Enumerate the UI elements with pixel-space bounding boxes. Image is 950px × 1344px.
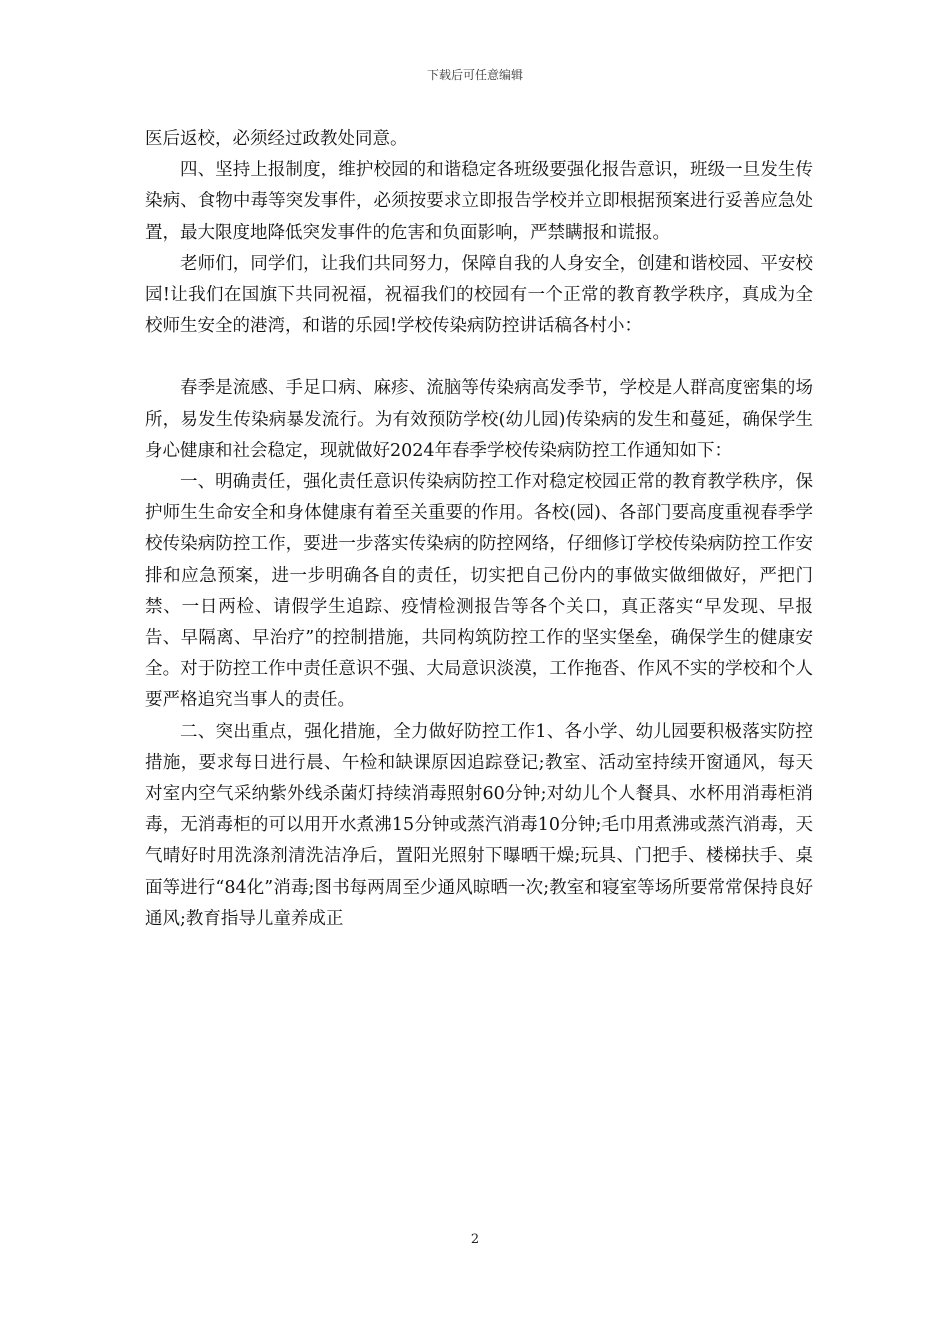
paragraph-closing-remarks: 老师们，同学们，让我们共同努力，保障自我的人身安全，创建和谐校园、平安校园!让我们在国旗下共同祝福，祝福我们的校园有一个正常的教育教学秩序，真成为全校师生安全的港湾，和谐的乐园!学校传染病防控讲话稿各村小： bbox=[145, 253, 813, 337]
paragraph-section-one: 一、明确责任，强化责任意识传染病防控工作对稳定校园正常的教育教学秩序，保护师生生命安全和身体健康有着至关重要的作用。各校(园)、各部门要高度重视春季学校传染病防控工作，要进一步落实传染病的防控网络，仔细修订学校传染病防控工作安排和应急预案，进一步明确各自的责任，切实把自己份内的事做实做细做好，严把门禁、一日两检、请假学生追踪、疫情检测报告等各个关口，真正落实“早发现、早报告、早隔离、早治疗”的控制措施，共同构筑防控工作的坚实堡垒，确保学生的健康安全。对于防控工作中责任意识不强、大局意识淡漠，工作拖沓、作风不实的学校和个人要严格追究当事人的责任。 bbox=[145, 472, 813, 711]
paragraph-spacer bbox=[145, 342, 813, 373]
paragraph-continuation: 医后返校，必须经过政教处同意。 bbox=[145, 129, 408, 149]
paragraph-section-two: 二、突出重点，强化措施，全力做好防控工作1、各小学、幼儿园要积极落实防控措施，要求每日进行晨、午检和缺课原因追踪登记;教室、活动室持续开窗通风，每天对室内空气采纳紫外线杀菌灯持续消毒照射60分钟;对幼儿个人餐具、水杯用消毒柜消毒，无消毒柜的可以用开水煮沸15分钟或蒸汽消毒10分钟;毛巾用煮沸或蒸汽消毒，天气晴好时用洗涤剂清洗洁净后，置阳光照射下曝晒干燥;玩具、门把手、楼梯扶手、桌面等进行“84化”消毒;图书每两周至少通风晾晒一次;教室和寝室等场所要常常保持良好通风;教育指导儿童养成正 bbox=[145, 721, 813, 929]
document-body bbox=[145, 124, 813, 935]
page-number: 2 bbox=[470, 1232, 480, 1247]
page-header: 下载后可任意编辑 bbox=[426, 68, 523, 82]
paragraph-notice-intro: 春季是流感、手足口病、麻疹、流脑等传染病高发季节，学校是人群高度密集的场所，易发生传染病暴发流行。为有效预防学校(幼儿园)传染病的发生和蔓延，确保学生身心健康和社会稳定，现就做好2024年春季学校传染病防控工作通知如下： bbox=[145, 378, 813, 461]
paragraph-section-four: 四、坚持上报制度，维护校园的和谐稳定各班级要强化报告意识，班级一旦发生传染病、食物中毒等突发事件，必须按要求立即报告学校并立即根据预案进行妥善应急处置，最大限度地降低突发事件的危害和负面影响，严禁瞒报和谎报。 bbox=[145, 160, 813, 243]
